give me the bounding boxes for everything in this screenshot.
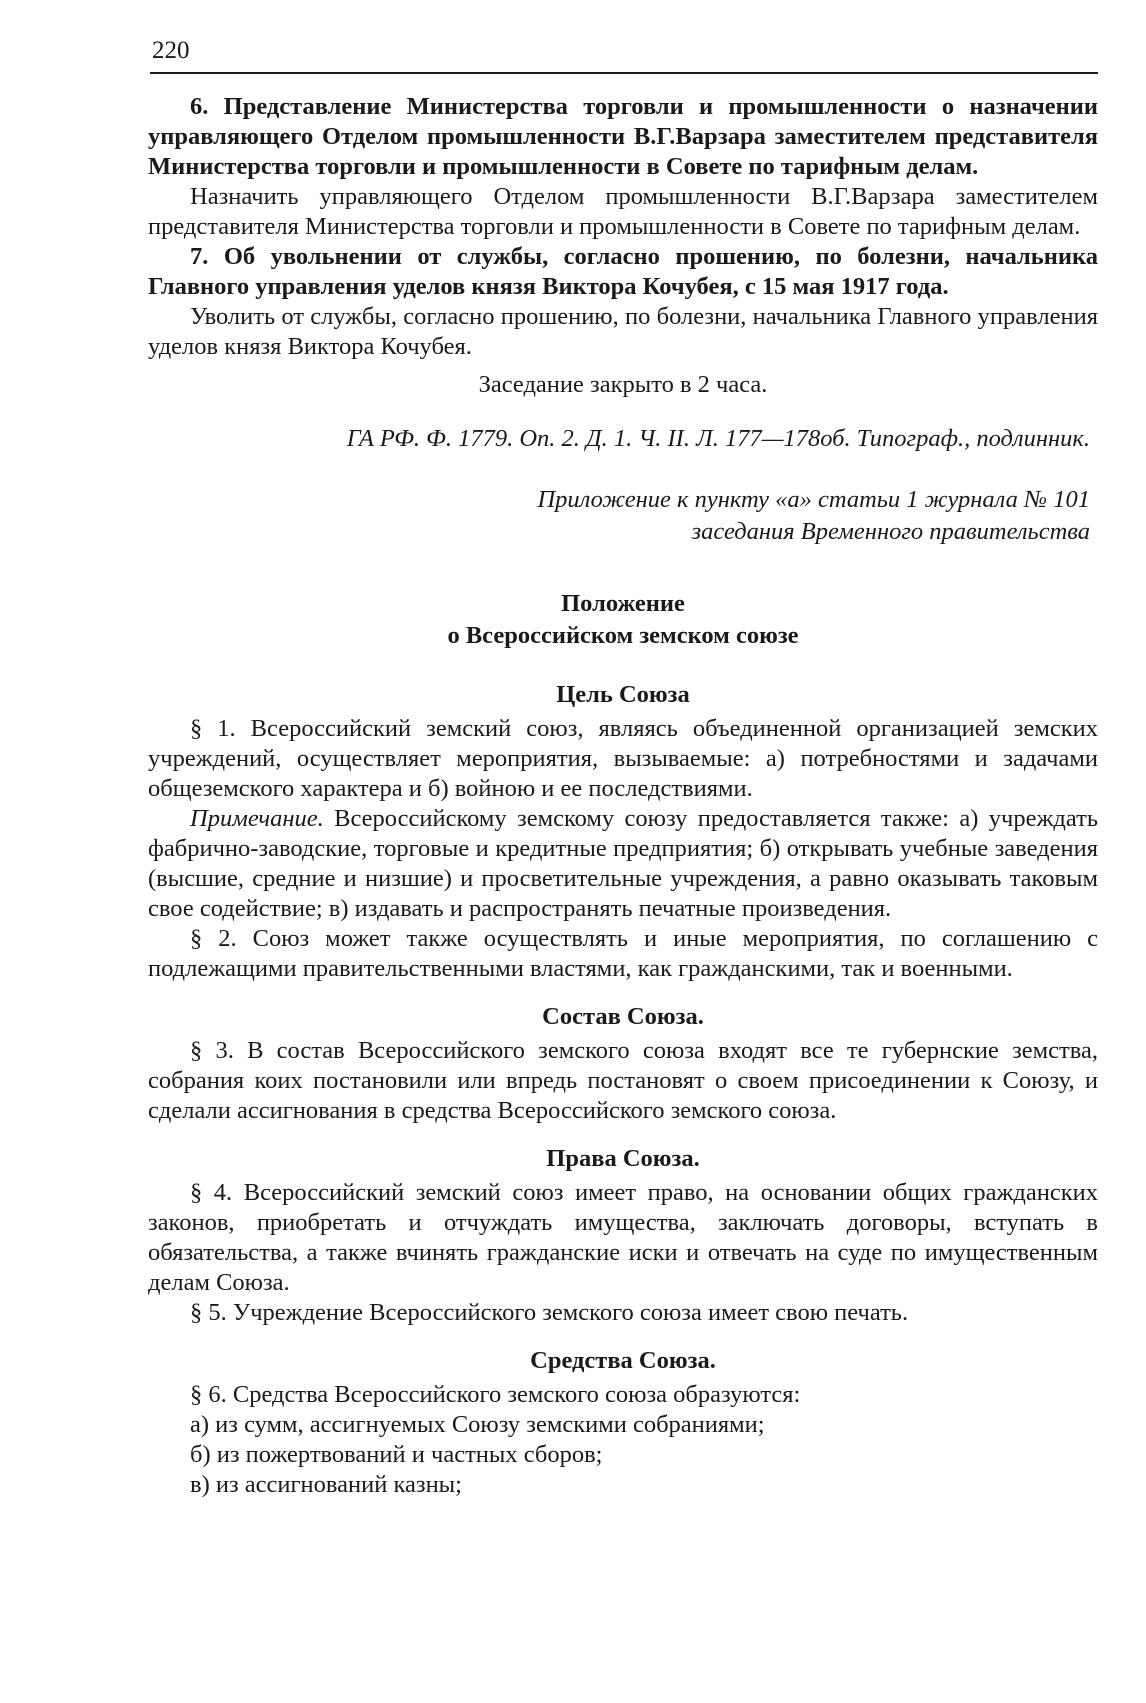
funds-list-item: в) из ассигнований казны; xyxy=(190,1471,462,1498)
section-heading-rights: Права Союза. xyxy=(546,1145,700,1172)
paragraph-1: § 1. Всероссийский земский союз, являясь объединенной организацией земских учреждений, осуществляет мероприятия, вызываемые: а) потребностями и задачами общеземского характера и б) войною и ее последствиями. xyxy=(148,715,1098,802)
page-content xyxy=(148,92,1098,1500)
appendix-note-line-1: Приложение к пункту «а» статьи 1 журнала № 101 xyxy=(537,486,1090,513)
paragraph-2: § 2. Союз может также осуществлять и иные мероприятия, по соглашению с подлежащими правительственными властями, как гражданскими, так и военными. xyxy=(148,925,1098,982)
paragraph-6: § 6. Средства Всероссийского земского союза образуются: xyxy=(190,1381,801,1408)
archive-source-citation: ГА РФ. Ф. 1779. Оп. 2. Д. 1. Ч. II. Л. 177—178об. Типограф., подлинник. xyxy=(346,425,1090,452)
funds-list-item: а) из сумм, ассигнуемых Союзу земскими собраниями; xyxy=(190,1411,765,1438)
note-label: Примечание. xyxy=(190,805,324,832)
section-heading-membership: Состав Союза. xyxy=(542,1003,704,1030)
appendix-note xyxy=(148,484,1098,548)
page-number: 220 xyxy=(152,37,190,64)
document-title-line-1: Положение xyxy=(561,590,685,617)
paragraph-5: § 5. Учреждение Всероссийского земского союза имеет свою печать. xyxy=(190,1299,909,1326)
item-6-heading: 6. Представление Министерства торговли и промышленности о назначении управляющего Отделом промышленности В.Г.Варзара заместителем представителя Министерства торговли и промышленности в Совете по тарифным делам. xyxy=(148,93,1098,180)
section-heading-goal: Цель Союза xyxy=(556,681,690,708)
paragraph-4: § 4. Всероссийский земский союз имеет право, на основании общих гражданских законов, приобретать и отчуждать имущества, заключать договоры, вступать в обязательства, а также вчинять гражданские иски и отвечать на суде по имущественным делам Союза. xyxy=(148,1179,1098,1296)
item-7-heading: 7. Об увольнении от службы, согласно прошению, по болезни, начальника Главного управления уделов князя Виктора Кочубея, с 15 мая 1917 года. xyxy=(148,243,1098,300)
item-6-text: Назначить управляющего Отделом промышленности В.Г.Варзара заместителем представителя Министерства торговли и промышленности в Совете по тарифным делам. xyxy=(148,183,1098,240)
session-closed-note: Заседание закрыто в 2 часа. xyxy=(478,371,768,398)
item-7-text: Уволить от службы, согласно прошению, по болезни, начальника Главного управления уделов князя Виктора Кочубея. xyxy=(148,303,1098,360)
appendix-note-line-2: заседания Временного правительства xyxy=(691,518,1090,545)
header-rule xyxy=(150,72,1098,74)
document-title xyxy=(148,588,1098,652)
section-heading-funds: Средства Союза. xyxy=(530,1347,716,1374)
document-title-line-2: о Всероссийском земском союзе xyxy=(447,622,799,649)
paragraph-3: § 3. В состав Всероссийского земского союза входят все те губернские земства, собрания коих постановили или впредь постановят о своем присоединении к Союзу, и сделали ассигнования в средства Всероссийского земского союза. xyxy=(148,1037,1098,1124)
note-paragraph xyxy=(148,804,1098,924)
funds-list-item: б) из пожертвований и частных сборов; xyxy=(190,1441,603,1468)
note-text: Всероссийскому земскому союзу предоставляется также: а) учреждать фабрично-заводские, торговые и кредитные предприятия; б) открывать учебные заведения (высшие, средние и низшие) и просветительные учреждения, а равно оказывать таковым свое содействие; в) издавать и распространять печатные произведения. xyxy=(148,805,1098,922)
